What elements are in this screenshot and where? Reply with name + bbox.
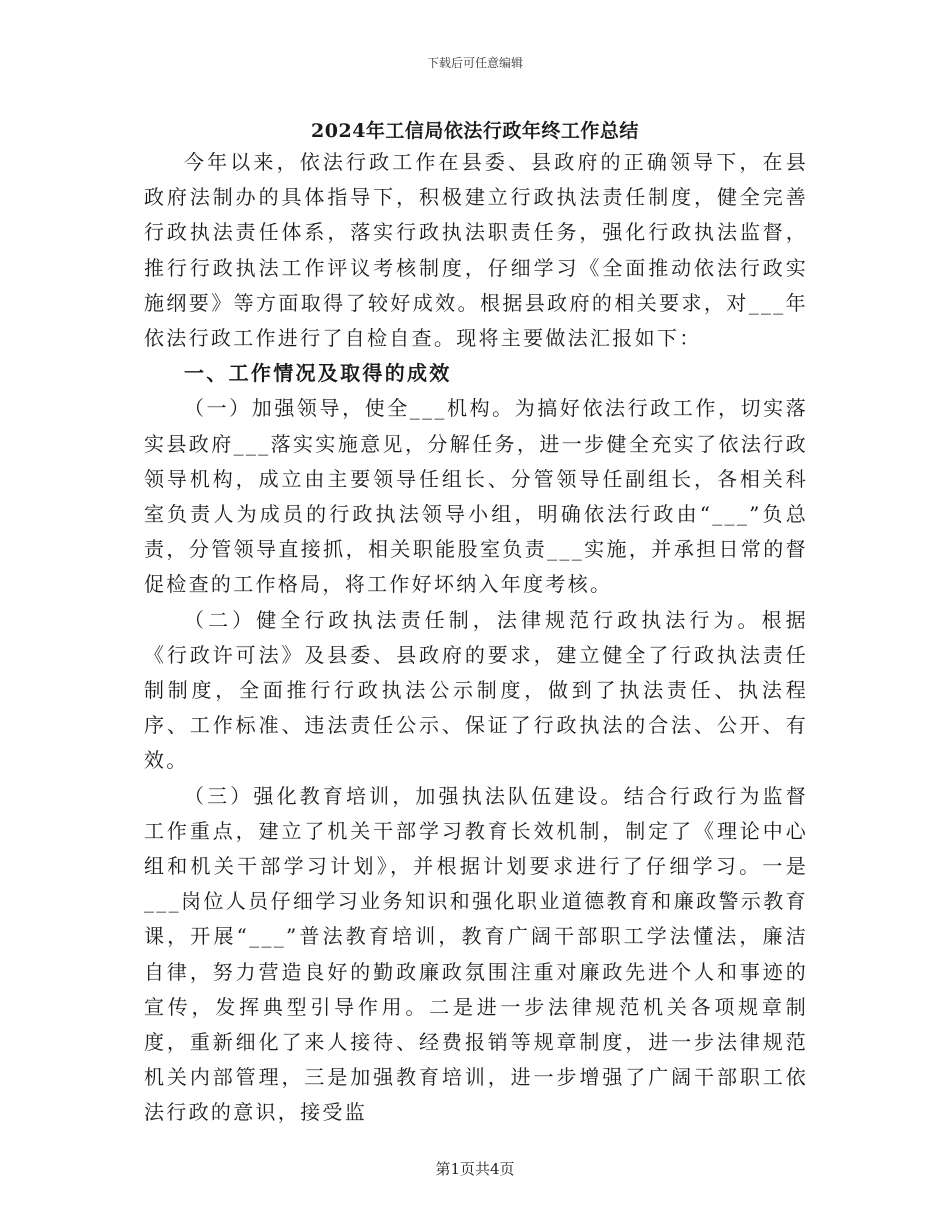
paragraph-item-2: （二）健全行政执法责任制，法律规范行政执法行为。根据《行政许可法》及县委、县政府的要求，建立健全了行政执法责任制制度，全面推行行政执法公示制度，做到了执法责任、执法程序、工作标准、违法责任公示、保证了行政执法的合法、公开、有效。 <box>144 607 808 773</box>
paragraph-item-3: （三）强化教育培训，加强执法队伍建设。结合行政行为监督工作重点，建立了机关干部学习教育长效机制，制定了《理论中心组和机关干部学习计划》，并根据计划要求进行了仔细学习。一是___岗位人员仔细学习业务知识和强化职业道德教育和廉政警示教育课，开展“___”普法教育培训，教育广阔干部职工学法懂法，廉洁自律，努力营造良好的勤政廉政氛围注重对廉政先进个人和事迹的宣传，发挥典型引导作用。二是进一步法律规范机关各项规章制度，重新细化了来人接待、经费报销等规章制度，进一步法律规范机关内部管理，三是加强教育培训，进一步增强了广阔干部职工依法行政的意识，接受监 <box>144 783 808 1125</box>
document-title: 2024年工信局依法行政年终工作总结 <box>311 120 639 142</box>
paragraph-intro: 今年以来，依法行政工作在县委、县政府的正确领导下，在县政府法制办的具体指导下，积极建立行政执法责任制度，健全完善行政执法责任体系，落实行政执法职责任务，强化行政执法监督，推行行政执法工作评议考核制度，仔细学习《全面推动依法行政实施纲要》等方面取得了较好成效。根据县政府的相关要求，对___年依法行政工作进行了自检自查。现将主要做法汇报如下： <box>144 150 808 351</box>
page-footer: 第1页共4页 <box>435 1160 515 1178</box>
document-body <box>144 145 808 1131</box>
paragraph-item-1: （一）加强领导，使全___机构。为搞好依法行政工作，切实落实县政府___落实实施意见，分解任务，进一步健全充实了依法行政领导机构，成立由主要领导任组长、分管领导任副组长，各相关科室负责人为成员的行政执法领导小组，明确依法行政由“___”负总责，分管领导直接抓，相关职能股室负责___实施，并承担日常的督促检查的工作格局，将工作好坏纳入年度考核。 <box>144 396 808 597</box>
section-heading: 一、工作情况及取得的成效 <box>184 361 452 386</box>
header-note: 下载后可任意编辑 <box>426 56 523 70</box>
